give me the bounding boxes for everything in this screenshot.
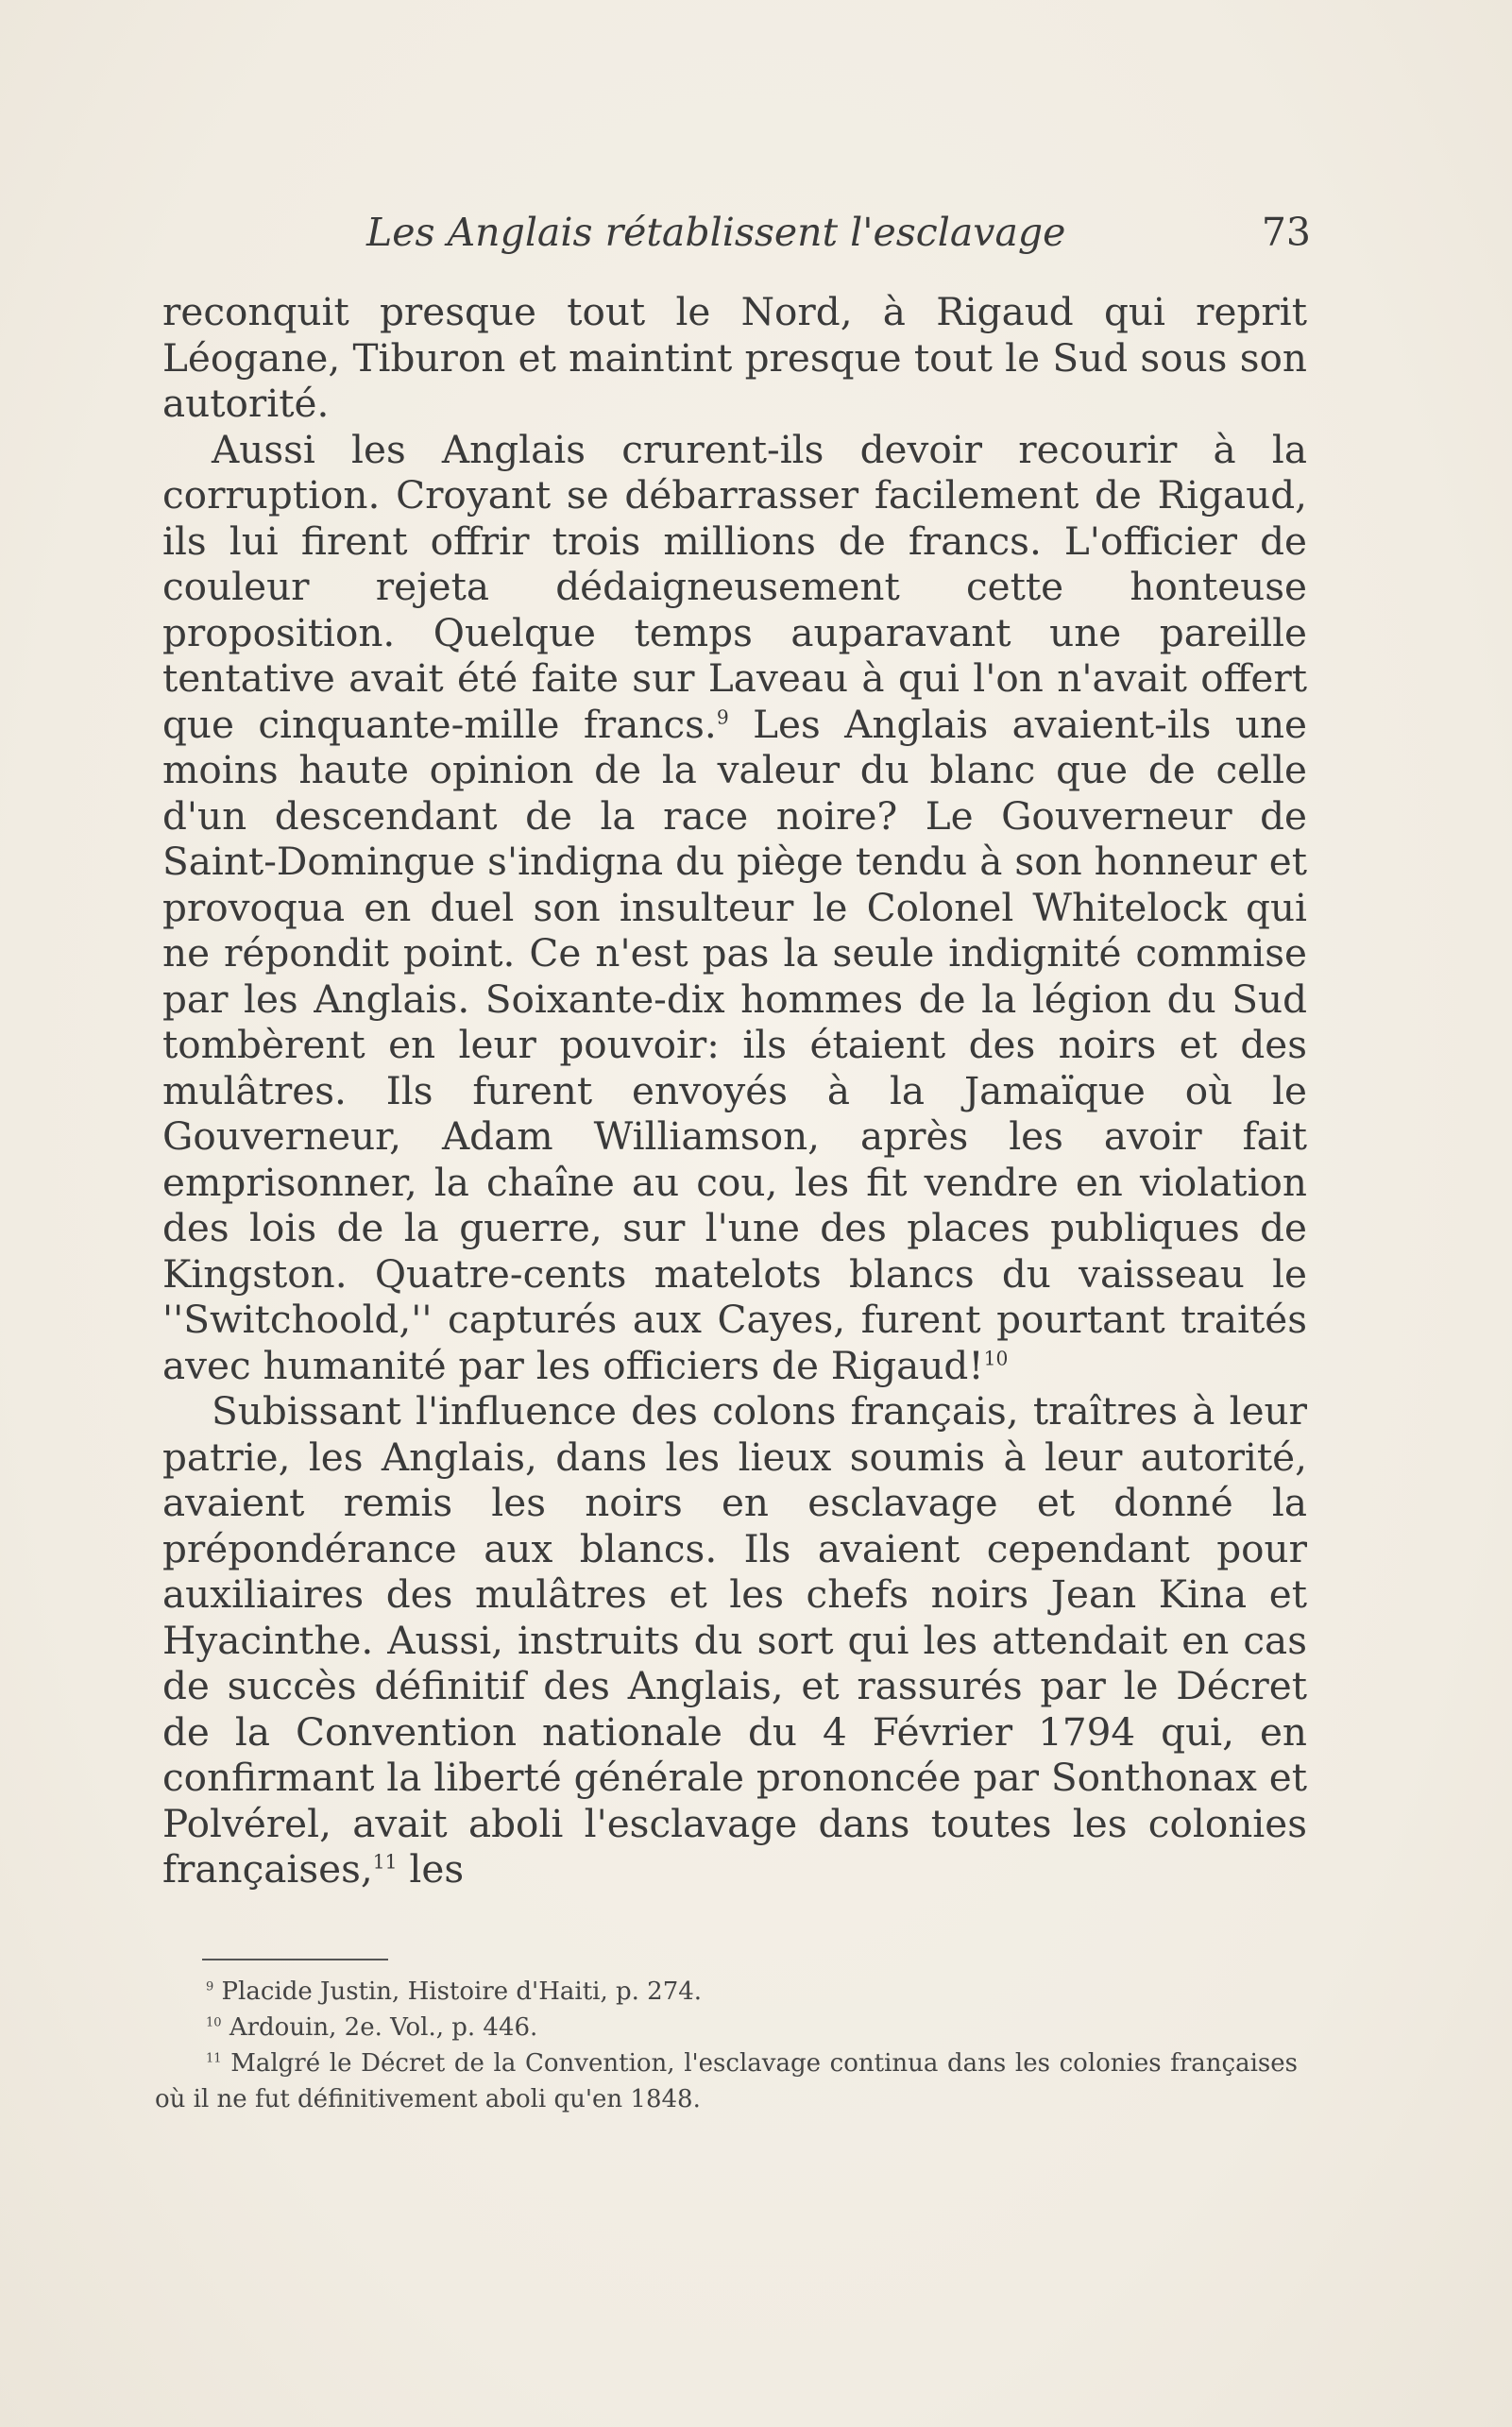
paragraph-text: Les Anglais avaient-ils une moins haute opinion de la valeur du blanc que de celle d'un descendant de la race noire? Le Gouverneur de Saint-Domingue s'indigna du piège tendu à son honneur et provoqua en duel son insulteur le Colonel Whitelock qui ne répondit point. Ce n'est pas la seule indignité commise par les Anglais. Soixante-dix hommes de la légion du Sud tombèrent en leur pouvoir: ils étaient des noirs et des mulâtres. Ils furent envoyés à la Jamaïque où le Gouverneur, Adam Williamson, après les avoir fait emprisonner, la chaîne au cou, les fit vendre en violation des lois de la guerre, sur l'une des places publiques de Kingston. Quatre-cents matelots blancs du vaisseau le ''Switchoold,'' capturés aux Cayes, furent pourtant traités avec humanité par les officiers de Rigaud! <box>162 701 1307 1388</box>
footnote-ref: 10 <box>983 1347 1009 1369</box>
page-number: 73 <box>1261 210 1311 255</box>
paragraph <box>162 427 1307 1389</box>
footnote-text: Ardouin, 2e. Vol., p. 446. <box>229 2013 538 2042</box>
footnote <box>155 1974 1298 2010</box>
running-title: Les Anglais rétablissent l'esclavage <box>366 210 1066 255</box>
footnote-mark: 11 <box>206 2051 222 2066</box>
footnote-ref: 11 <box>372 1850 398 1874</box>
footnote-mark: 10 <box>206 2015 222 2030</box>
body-text <box>162 289 1307 1892</box>
running-header <box>366 206 1311 259</box>
footnote-ref: 9 <box>716 705 729 728</box>
footnote-divider <box>202 1959 388 1960</box>
paragraph-text: reconquit presque tout le Nord, à Rigaud qui reprit Léogane, Tiburon et maintint presque tout le Sud sous son autorité. <box>162 289 1307 426</box>
footnotes <box>155 1974 1298 2117</box>
footnote <box>155 2010 1298 2045</box>
paragraph-text: les <box>397 1846 465 1892</box>
paragraph <box>162 1388 1307 1892</box>
paragraph-text: Aussi les Anglais crurent-ils devoir recourir à la corruption. Croyant se débarrasser facilement de Rigaud, ils lui firent offrir trois millions de francs. L'officier de couleur rejeta dédaigneusement cette honteuse proposition. Quelque temps auparavant une pareille tentative avait été faite sur Laveau à qui l'on n'avait offert que cinquante-mille francs. <box>162 426 1307 747</box>
paragraph <box>162 289 1307 427</box>
footnote <box>155 2045 1298 2117</box>
footnote-text: Malgré le Décret de la Convention, l'esclavage continua dans les colonies françaises où il ne fut définitivement aboli qu'en 1848. <box>155 2049 1299 2113</box>
paragraph-text: Subissant l'influence des colons français, traîtres à leur patrie, les Anglais, dans les lieux soumis à leur autorité, avaient remis les noirs en esclavage et donné la prépondérance aux blancs. Ils avaient cependant pour auxiliaires des mulâtres et les chefs noirs Jean Kina et Hyacinthe. Aussi, instruits du sort qui les attendait en cas de succès définitif des Anglais, et rassurés par le Décret de la Convention nationale du 4 Février 1794 qui, en confirmant la liberté générale prononcée par Sonthonax et Polvérel, avait aboli l'esclavage dans toutes les colonies françaises, <box>162 1388 1307 1892</box>
footnote-mark: 9 <box>206 1979 214 1994</box>
footnote-text: Placide Justin, Histoire d'Haiti, p. 274. <box>221 1977 703 2006</box>
